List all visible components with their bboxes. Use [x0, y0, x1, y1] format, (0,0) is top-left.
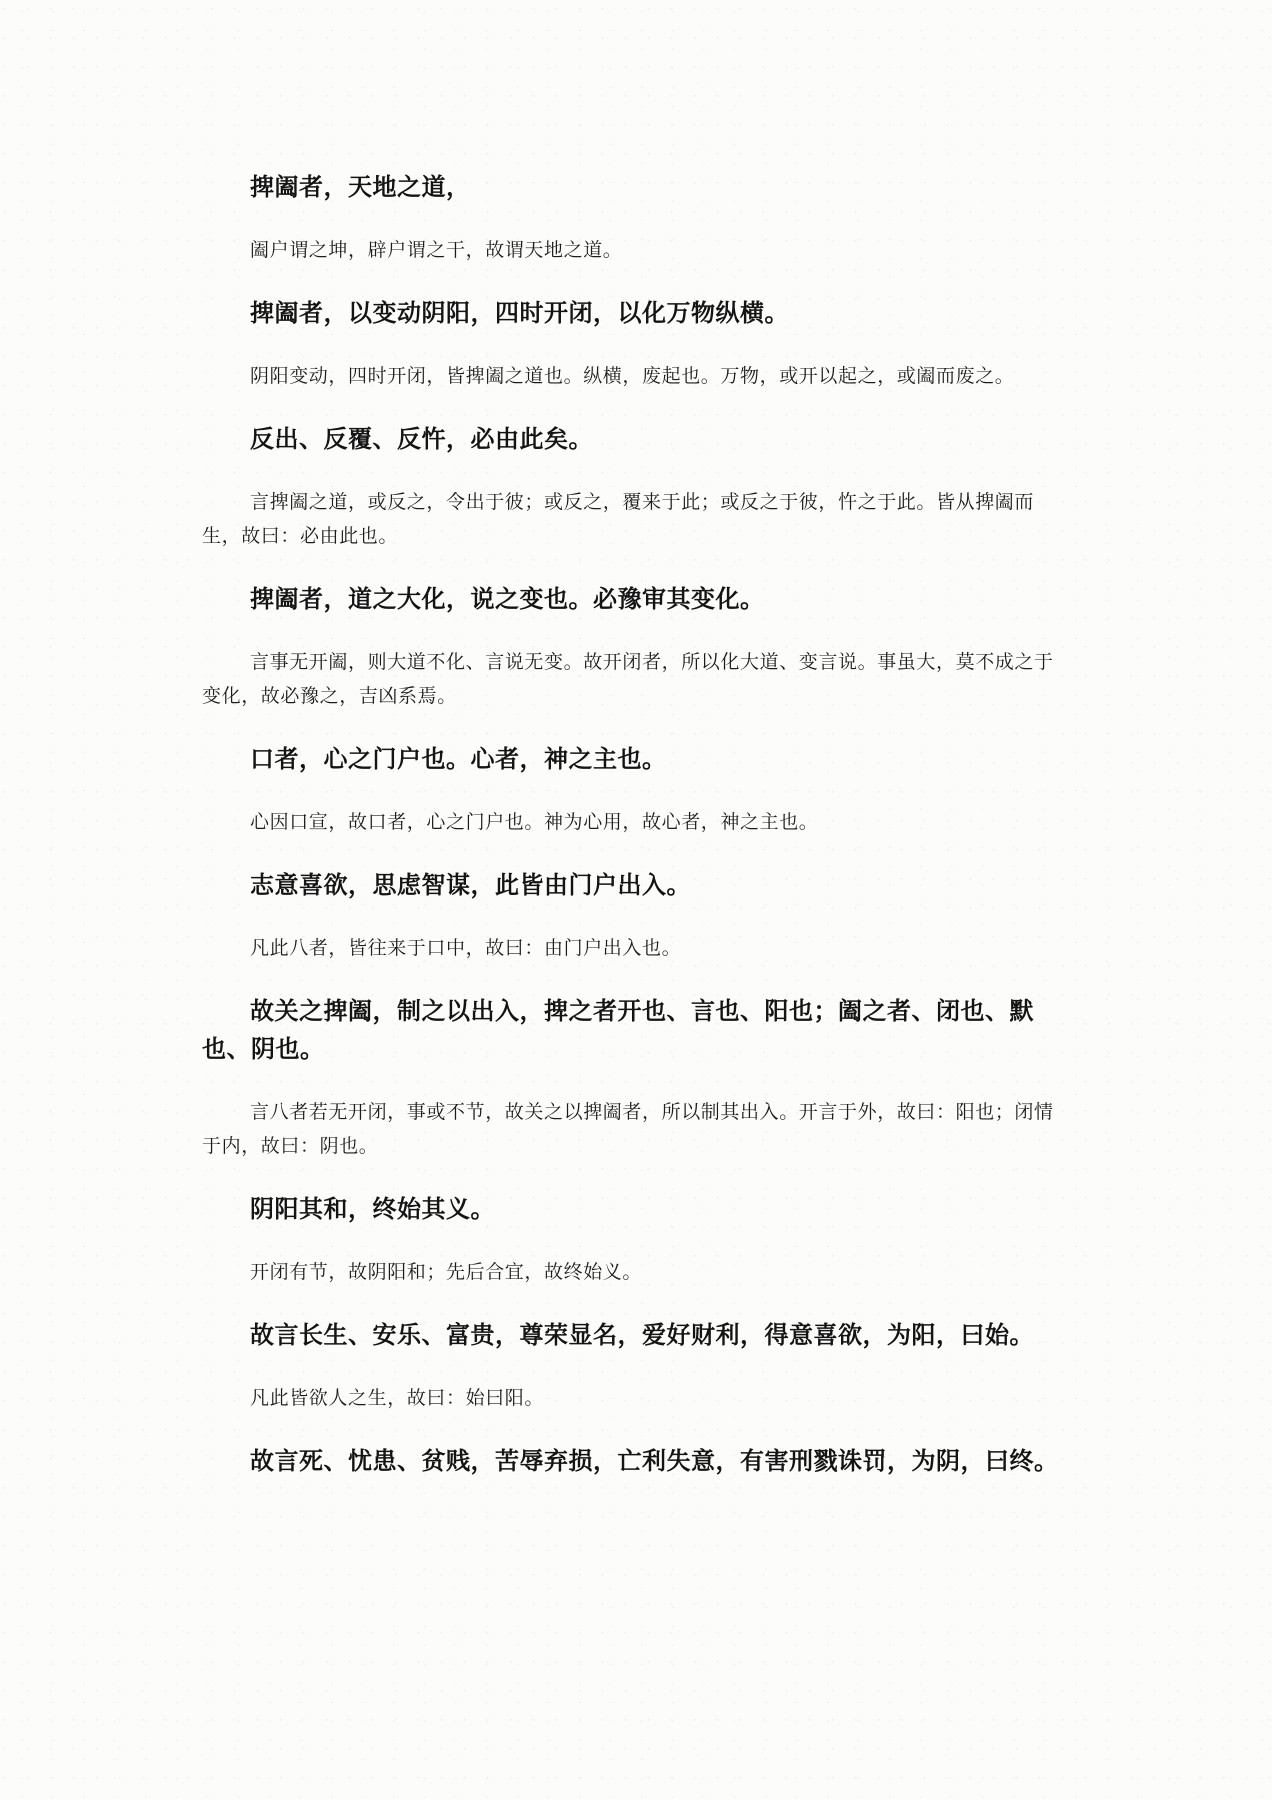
classic-text-paragraph: 捭阖者，道之大化，说之变也。必豫审其变化。	[250, 585, 765, 613]
commentary-paragraph: 言事无开阖，则大道不化、言说无变。故开闭者，所以化大道、变言说。事虽大，莫不成之于变化，故必豫之，吉凶系焉。	[202, 651, 1054, 707]
commentary-paragraph: 心因口宣，故口者，心之门户也。神为心用，故心者，神之主也。	[250, 811, 819, 833]
commentary-paragraph: 言八者若无开闭，事或不节，故关之以捭阖者，所以制其出入。开言于外，故曰：阳也；闭情于内，故曰：阴也。	[202, 1101, 1054, 1157]
classic-text-paragraph: 阴阳其和，终始其义。	[250, 1195, 495, 1223]
commentary-paragraph: 言捭阖之道，或反之，令出于彼；或反之，覆来于此；或反之于彼，忤之于此。皆从捭阖而生，故曰：必由此也。	[202, 491, 1035, 547]
commentary-paragraph: 阖户谓之坤，辟户谓之干，故谓天地之道。	[250, 239, 623, 261]
classic-text-paragraph: 反出、反覆、反忤，必由此矣。	[250, 425, 593, 453]
commentary-paragraph: 阴阳变动，四时开闭，皆捭阖之道也。纵横，废起也。万物，或开以起之，或阖而废之。	[250, 365, 1015, 387]
classic-text-paragraph: 志意喜欲，思虑智谋，此皆由门户出入。	[250, 871, 691, 899]
classic-text-paragraph: 故言长生、安乐、富贵，尊荣显名，爱好财利，得意喜欲，为阳，曰始。	[250, 1321, 1034, 1349]
commentary-paragraph: 凡此八者，皆往来于口中，故曰：由门户出入也。	[250, 937, 682, 959]
document-body	[202, 168, 1067, 1507]
classic-text-paragraph: 捭阖者，天地之道，	[250, 173, 471, 201]
commentary-paragraph: 凡此皆欲人之生，故曰：始曰阳。	[250, 1387, 545, 1409]
commentary-paragraph: 开闭有节，故阴阳和；先后合宜，故终始义。	[250, 1261, 643, 1283]
classic-text-paragraph: 捭阖者，以变动阴阳，四时开闭，以化万物纵横。	[250, 299, 789, 327]
classic-text-paragraph: 故关之捭阖，制之以出入，捭之者开也、言也、阳也；阖之者、闭也、默也、阴也。	[202, 997, 1034, 1063]
classic-text-paragraph: 口者，心之门户也。心者，神之主也。	[250, 745, 667, 773]
classic-text-paragraph: 故言死、忧患、贫贱，苦辱弃损，亡利失意，有害刑戮诛罚，为阴，曰终。	[250, 1447, 1059, 1475]
